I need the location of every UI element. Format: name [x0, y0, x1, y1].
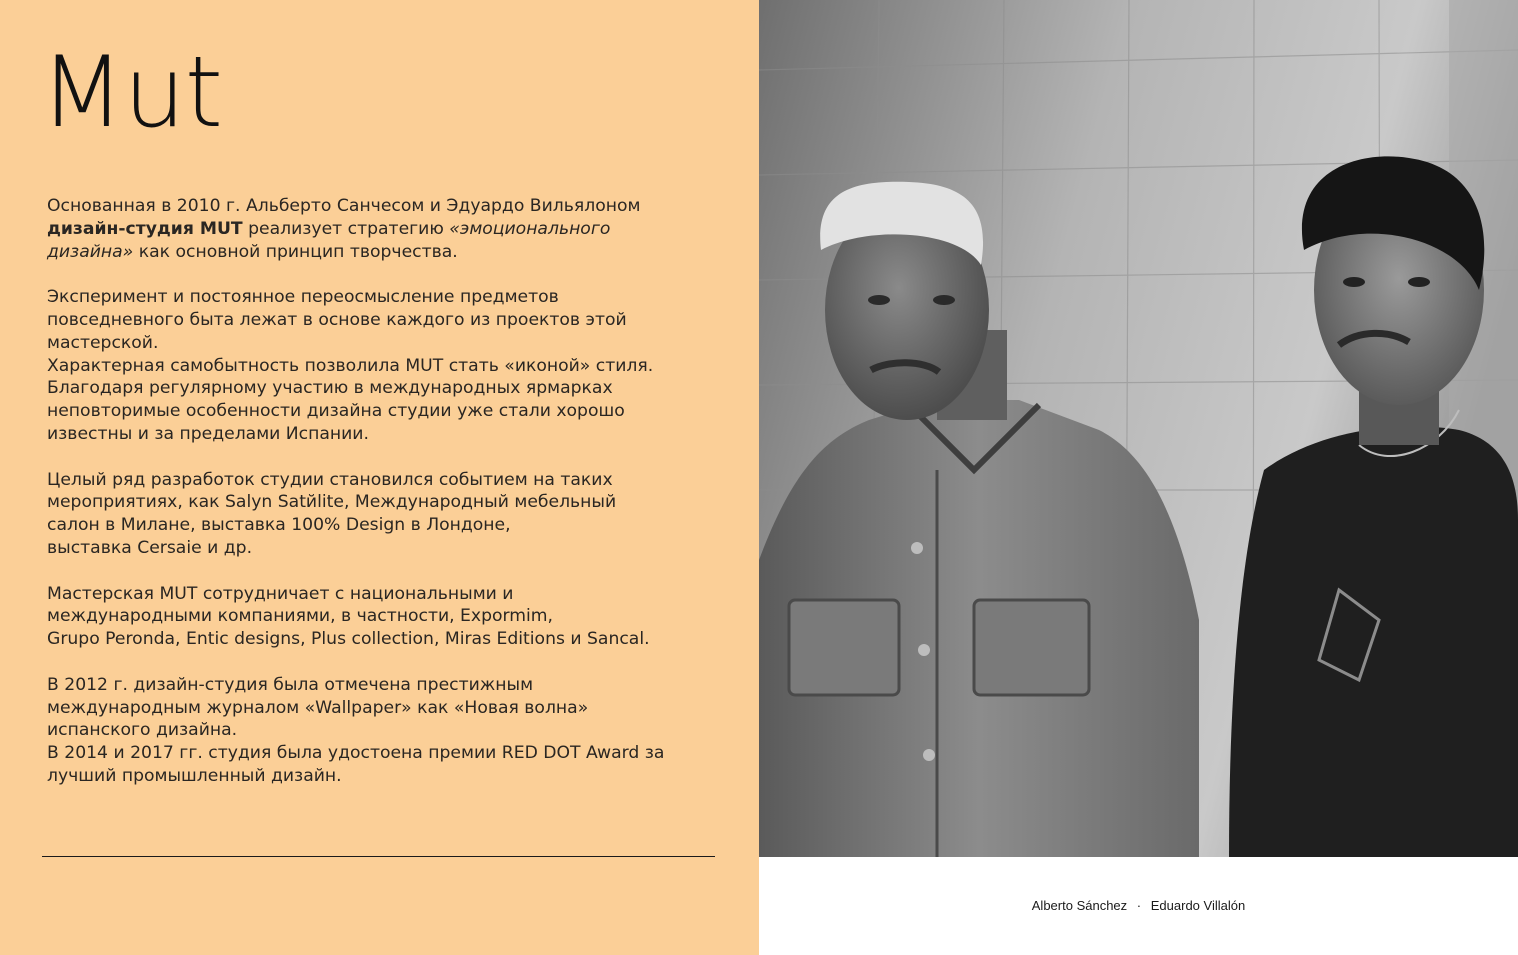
text-line: Эксперимент и постоянное переосмысление предметов [47, 287, 559, 308]
text-line: международными компаниями, в частности, Expormim, [47, 606, 554, 627]
text-line: дизайн-студия MUT реализует стратегию «эмоционального [47, 218, 611, 239]
article-body [47, 195, 727, 811]
text-line: мероприятиях, как Salyn Satйlite, Международный мебельный [47, 492, 617, 513]
text-line: лучший промышленный дизайн. [47, 765, 342, 786]
caption-separator: · [1136, 898, 1142, 913]
text-line: Благодаря регулярному участию в международных ярмарках [47, 378, 613, 399]
paragraph-awards [47, 674, 727, 788]
paragraph-intro [47, 195, 727, 263]
photo-illustration [759, 0, 1518, 857]
text-line: мастерской. [47, 332, 159, 353]
emphasis-text: дизайна» [47, 241, 134, 262]
text-line: салон в Милане, выставка 100% Design в Лондоне, [47, 515, 511, 536]
paragraph-partners [47, 583, 727, 651]
text-line: известны и за пределами Испании. [47, 423, 369, 444]
text-line: Характерная самобытность позволила MUT стать «иконой» стиля. [47, 355, 654, 376]
caption-name-alberto: Alberto Sánchez [1031, 898, 1128, 913]
text-line: Целый ряд разработок студии становился событием на таких [47, 469, 613, 490]
text-line: В 2014 и 2017 гг. студия была удостоена премии RED DOT Award за [47, 743, 665, 764]
text-line: неповторимые особенности дизайна студии уже стали хорошо [47, 401, 625, 422]
caption-name-eduardo: Eduardo Villalón [1150, 898, 1246, 913]
text-line: испанского дизайна. [47, 720, 238, 741]
text-line: В 2012 г. дизайн-студия была отмечена престижным [47, 674, 534, 695]
text-line: дизайна» как основной принцип творчества. [47, 241, 458, 262]
divider-line [42, 856, 715, 857]
text-line: Grupo Peronda, Entic designs, Plus collection, Miras Editions и Sancal. [47, 629, 650, 650]
text-line: выставка Cersaie и др. [47, 537, 253, 558]
studio-name: дизайн-студия MUT [47, 218, 243, 239]
text-line: Основанная в 2010 г. Альберто Санчесом и Эдуардо Вильялоном [47, 196, 641, 216]
emphasis-text: «эмоционального [449, 218, 611, 239]
designers-photo [759, 0, 1518, 857]
paragraph-experiment [47, 286, 727, 446]
text-line: повседневного быта лежат в основе каждого из проектов этой [47, 309, 627, 330]
paragraph-events [47, 469, 727, 560]
photo-caption [759, 898, 1518, 913]
page-title: Mut [40, 36, 223, 150]
text-line: международным журналом «Wallpaper» как «Новая волна» [47, 697, 589, 718]
text-line: Мастерская MUT сотрудничает с национальными и [47, 583, 514, 604]
